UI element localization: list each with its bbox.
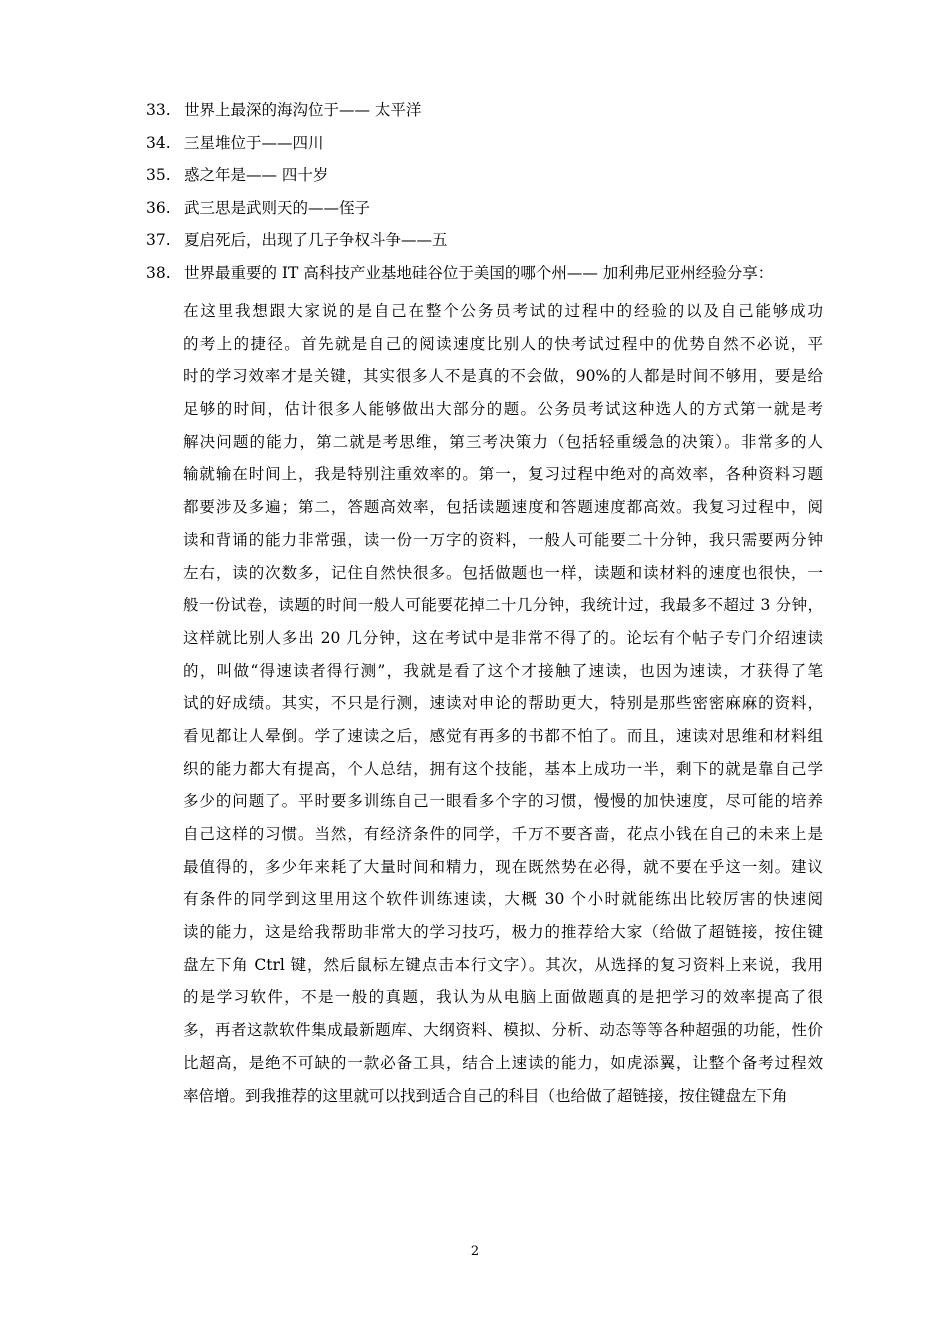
paragraph-line: 织的能力都大有提高，个人总结，拥有这个技能，基本上成功一半，剩下的就是靠自己学 xyxy=(183,759,823,778)
question-text: 世界上最深的海沟位于—— 太平洋 xyxy=(184,101,422,119)
list-item xyxy=(146,98,846,131)
paragraph-line: 般一份试卷，读题的时间一般人可能要花掉二十几分钟，我统计过，我最多不超过 3 分钟， xyxy=(183,596,823,615)
question-text: 三星堆位于——四川 xyxy=(184,133,324,152)
paragraph-line: 这样就比别人多出 20 几分钟，这在考试中是非常不得了的。论坛有个帖子专门介绍速读 xyxy=(183,628,823,647)
paragraph-line: 左右，读的次数多，记住自然快很多。包括做题也一样，读题和读材料的速度也很快，一 xyxy=(183,563,823,582)
paragraph-line: 在这里我想跟大家说的是自己在整个公务员考试的过程中的经验的以及自己能够成功 xyxy=(183,302,823,320)
question-text: 惑之年是—— 四十岁 xyxy=(184,166,329,184)
question-list xyxy=(146,98,846,293)
question-number: 37. xyxy=(146,231,171,249)
question-text: 世界最重要的 IT 高科技产业基地硅谷位于美国的哪个州—— 加利弗尼亚州经验分享： xyxy=(184,263,774,282)
question-number: 35. xyxy=(146,166,171,184)
paragraph-line: 的考上的捷径。首先就是自己的阅读速度比别人的快考试过程中的优势自然不必说，平 xyxy=(183,334,823,353)
question-number: 38. xyxy=(146,263,171,282)
list-item xyxy=(146,228,846,261)
paragraph-line: 都要涉及多遍；第二，答题高效率，包括读题速度和答题速度都高效。我复习过程中，阅 xyxy=(183,498,823,517)
question-number: 36. xyxy=(146,198,171,217)
question-number: 34. xyxy=(146,133,171,152)
question-number: 33. xyxy=(146,101,171,119)
paragraph-line: 读的能力，这是给我帮助非常大的学习技巧，极力的推荐给大家（给做了超链接，按住键 xyxy=(183,923,823,942)
paragraph-line: 输就输在时间上，我是特别注重效率的。第一，复习过程中绝对的高效率，各种资料习题 xyxy=(183,465,823,484)
paragraph-line: 多少的问题了。平时要多训练自己一眼看多个字的习惯，慢慢的加快速度，尽可能的培养 xyxy=(183,792,823,811)
paragraph-line: 多，再者这款软件集成最新题库、大纲资料、模拟、分析、动态等等各种超强的功能，性价 xyxy=(183,1021,823,1040)
paragraph-line: 有条件的同学到这里用这个软件训练速读，大概 30 个小时就能练出比较厉害的快速阅 xyxy=(183,890,823,909)
paragraph-line: 最值得的，多少年来耗了大量时间和精力，现在既然势在必得，就不要在乎这一刻。建议 xyxy=(183,857,823,876)
paragraph-line: 率倍增。到我推荐的这里就可以找到适合自己的科目（也给做了超链接，按住键盘左下角 xyxy=(183,1086,788,1105)
list-item xyxy=(146,131,846,164)
paragraph-line: 读和背诵的能力非常强，读一份一万字的资料，一般人可能要二十分钟，我只需要两分钟 xyxy=(183,530,823,549)
question-text: 武三思是武则天的——侄子 xyxy=(184,198,371,217)
paragraph-line: 自己这样的习惯。当然，有经济条件的同学，千万不要吝啬，花点小钱在自己的未来上是 xyxy=(183,825,823,843)
paragraph-line: 足够的时间，估计很多人能够做出大部分的题。公务员考试这种选人的方式第一就是考 xyxy=(183,400,823,419)
paragraph-line: 比超高，是绝不可缺的一款必备工具，结合上速读的能力，如虎添翼，让整个备考过程效 xyxy=(183,1053,823,1072)
question-text: 夏启死后，出现了几子争权斗争——五 xyxy=(184,231,448,249)
list-item xyxy=(146,163,846,196)
paragraph-line: 试的好成绩。其实，不只是行测，速读对申论的帮助更大，特别是那些密密麻麻的资料， xyxy=(183,694,823,713)
list-item xyxy=(146,261,846,294)
page-number: 2 xyxy=(470,1244,480,1259)
paragraph-line: 盘左下角 Ctrl 键，然后鼠标左键点击本行文字）。其次，从选择的复习资料上来说，我用 xyxy=(183,955,823,974)
experience-paragraph xyxy=(183,295,823,1112)
paragraph-line: 的是学习软件，不是一般的真题，我认为从电脑上面做题真的是把学习的效率提高了很 xyxy=(183,988,823,1007)
paragraph-line: 解决问题的能力，第二就是考思维，第三考决策力（包括轻重缓急的决策）。非常多的人 xyxy=(183,432,823,451)
list-item xyxy=(146,196,846,229)
paragraph-line: 时的学习效率才是关键，其实很多人不是真的不会做，90%的人都是时间不够用，要是给 xyxy=(183,367,823,386)
paragraph-line: 的，叫做“得速读者得行测”，我就是看了这个才接触了速读，也因为速读，才获得了笔 xyxy=(183,661,823,680)
paragraph-line: 看见都让人晕倒。学了速读之后，感觉有再多的书都不怕了。而且，速读对思维和材料组 xyxy=(183,726,823,745)
